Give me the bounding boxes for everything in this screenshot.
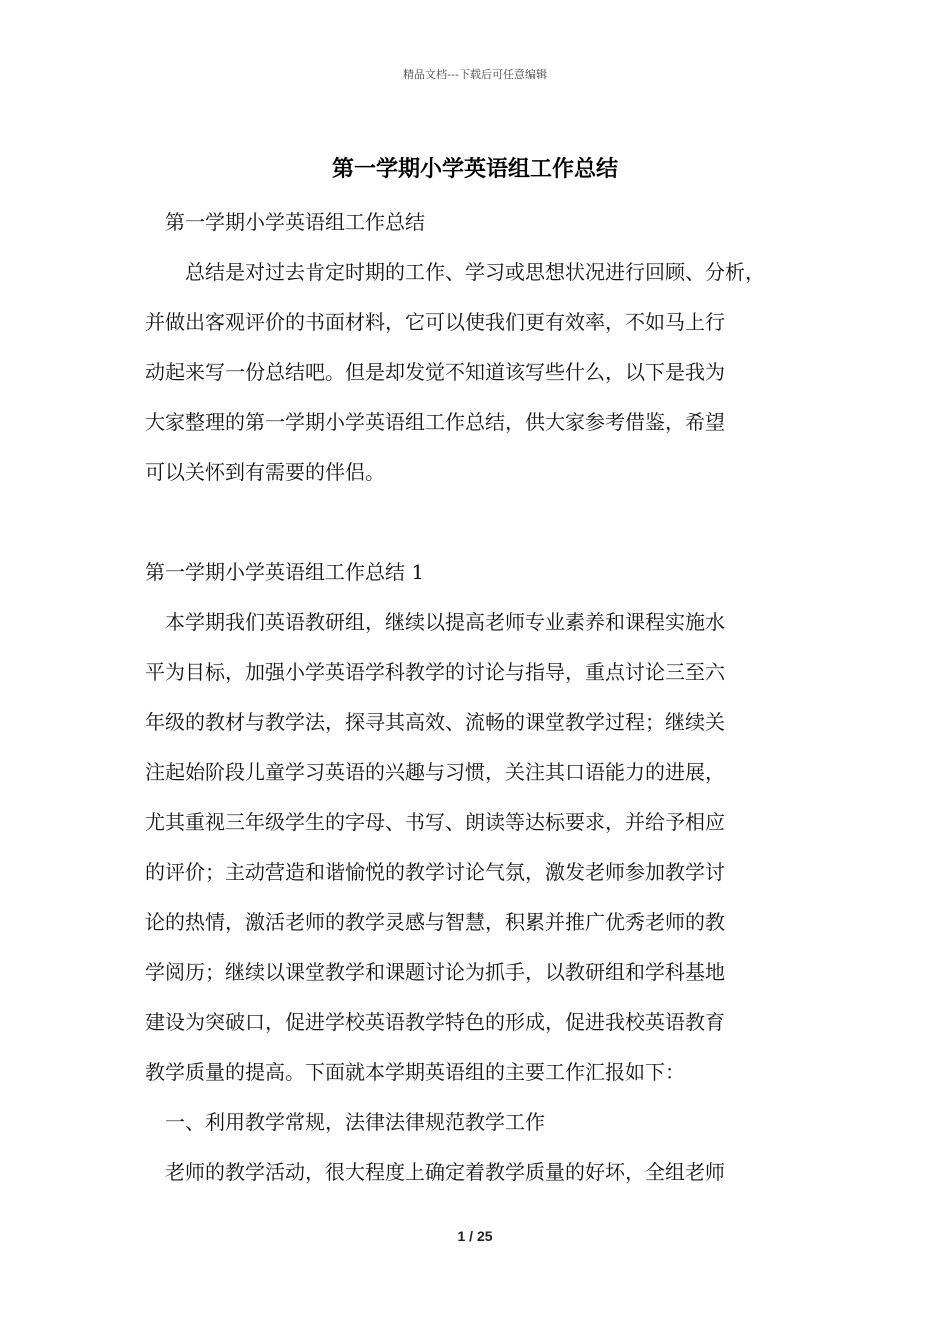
page-header: 精品文档---下载后可任意编辑 bbox=[403, 68, 547, 81]
body-line: 学阅历；继续以课堂教学和课题讨论为抓手，以教研组和学科基地 bbox=[145, 960, 725, 984]
body-line: 可以关怀到有需要的伴侣。 bbox=[145, 460, 385, 484]
subtitle-line: 第一学期小学英语组工作总结 bbox=[145, 210, 425, 234]
body-line: 老师的教学活动，很大程度上确定着教学质量的好坏，全组老师 bbox=[145, 1160, 725, 1184]
body-line: 论的热情，激活老师的教学灵感与智慧，积累并推广优秀老师的教 bbox=[145, 910, 725, 934]
page-number: 1 / 25 bbox=[457, 1228, 493, 1244]
body-line: 本学期我们英语教研组，继续以提高老师专业素养和课程实施水 bbox=[145, 610, 725, 634]
body-line: 注起始阶段儿童学习英语的兴趣与习惯，关注其口语能力的进展， bbox=[145, 760, 725, 784]
body-line: 平为目标，加强小学英语学科教学的讨论与指导，重点讨论三至六 bbox=[145, 660, 725, 684]
body-line: 动起来写一份总结吧。但是却发觉不知道该写些什么，以下是我为 bbox=[145, 360, 725, 384]
body-line: 大家整理的第一学期小学英语组工作总结，供大家参考借鉴，希望 bbox=[145, 410, 725, 434]
subsection-heading: 一、利用教学常规，法律法律规范教学工作 bbox=[145, 1110, 545, 1134]
body-line: 并做出客观评价的书面材料，它可以使我们更有效率，不如马上行 bbox=[145, 310, 725, 334]
body-line: 尤其重视三年级学生的字母、书写、朗读等达标要求，并给予相应 bbox=[145, 810, 725, 834]
body-line: 总结是对过去肯定时期的工作、学习或思想状况进行回顾、分析， bbox=[145, 260, 765, 284]
body-line: 教学质量的提高。下面就本学期英语组的主要工作汇报如下： bbox=[145, 1060, 685, 1084]
body-line: 年级的教材与教学法，探寻其高效、流畅的课堂教学过程；继续关 bbox=[145, 710, 725, 734]
section-heading: 第一学期小学英语组工作总结 1 bbox=[145, 560, 425, 584]
body-line: 建设为突破口，促进学校英语教学特色的形成，促进我校英语教育 bbox=[145, 1010, 725, 1034]
document-title: 第一学期小学英语组工作总结 bbox=[331, 156, 618, 182]
body-line: 的评价；主动营造和谐愉悦的教学讨论气氛，激发老师参加教学讨 bbox=[145, 860, 725, 884]
